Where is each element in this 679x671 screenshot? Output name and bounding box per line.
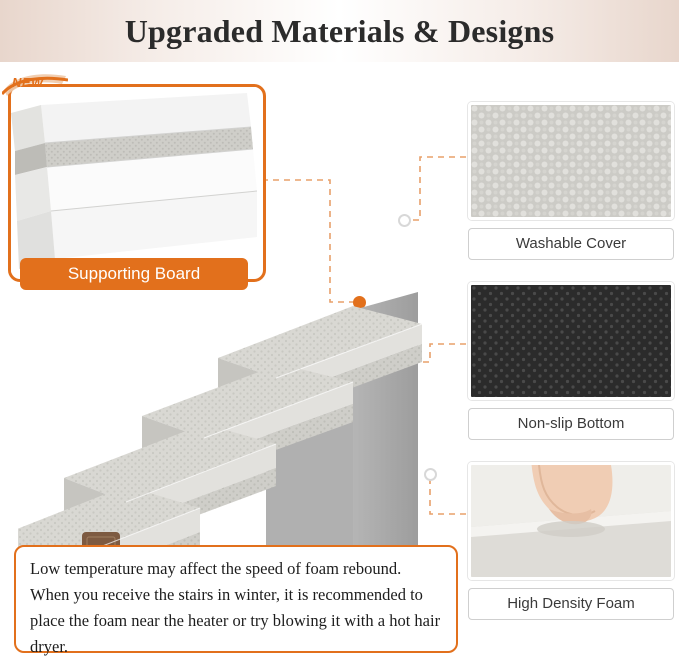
header-banner	[0, 0, 679, 62]
non-slip-bottom-label: Non-slip Bottom	[468, 408, 674, 440]
folded-board-icon	[11, 87, 257, 273]
new-badge	[2, 70, 68, 104]
warning-note	[14, 545, 458, 656]
non-slip-bottom-thumb	[468, 282, 674, 400]
hand-pressing-foam-icon	[471, 465, 671, 577]
supporting-board-inset	[8, 84, 266, 282]
feature-washable-cover	[468, 102, 674, 260]
feature-high-density-foam	[468, 462, 674, 620]
page-title: Upgraded Materials & Designs	[124, 13, 555, 49]
new-badge-label: NEW	[12, 75, 44, 90]
dotted-rubber-icon	[471, 285, 671, 397]
washable-cover-label: Washable Cover	[468, 228, 674, 260]
warning-note-text: Low temperature may affect the speed of foam rebound. When you receive the stairs in winter, it is recommended to place the foam near the heater or try blowing it with a hot hair dryer.	[30, 559, 441, 656]
feature-non-slip-bottom	[468, 282, 674, 440]
high-density-foam-label: High Density Foam	[468, 588, 674, 620]
illustration-stage	[0, 62, 679, 671]
washable-cover-thumb	[468, 102, 674, 220]
fabric-texture-icon	[471, 105, 671, 217]
supporting-board-label: Supporting Board	[20, 258, 248, 290]
high-density-foam-thumb	[468, 462, 674, 580]
